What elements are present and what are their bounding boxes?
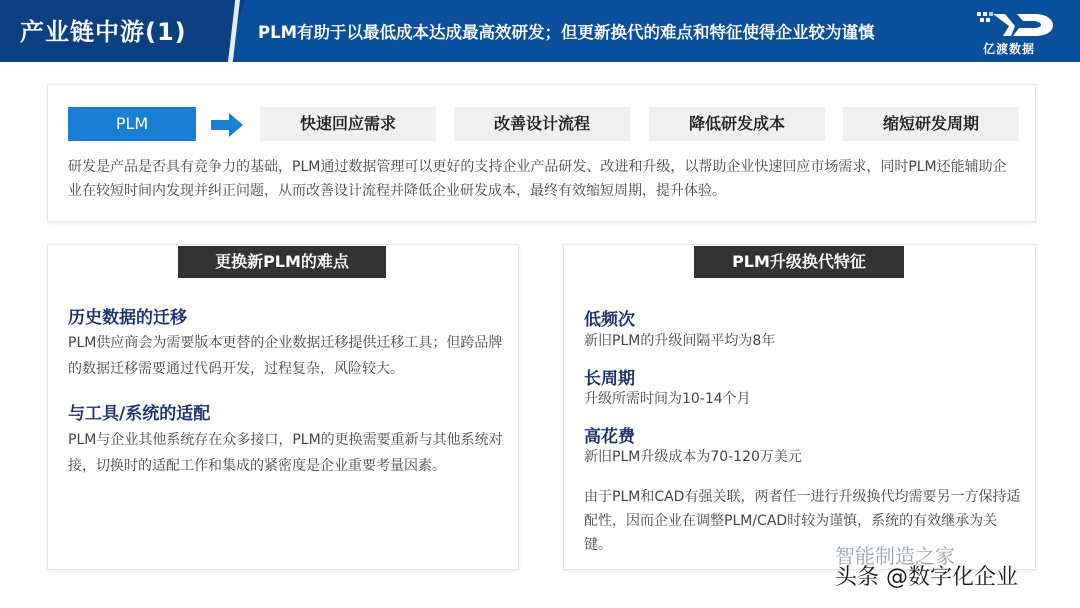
features-note: 由于PLM和CAD有强关联，两者任一进行升级换代均需要另一方保持适配性，因而企业在调整PLM/CAD时较为谨慎，系统的有效继承为关键。	[584, 489, 1021, 553]
overview-description: 研发是产品是否具有竞争力的基础，PLM通过数据管理可以更好的支持企业产品研发、改进和升级，以帮助企业快速回应市场需求，同时PLM还能辅助企业在较短时间内发现并纠正问题，从而改善设计流程并降低企业研发成本，最终有效缩短周期，提升体验。	[68, 159, 1007, 199]
section-title: 高花费	[584, 427, 635, 447]
page-title: 产业链中游(1)	[20, 18, 187, 46]
brand-logo	[975, 8, 1073, 58]
section-text: PLM供应商会为需要版本更替的企业数据迁移提供迁移工具；但跨品牌的数据迁移需要通过代码开发，过程复杂，风险较大。	[68, 335, 503, 377]
logo-mark-icon	[975, 8, 1073, 40]
section-text: 新旧PLM的升级间隔平均为8年	[584, 333, 776, 349]
arrow-right-icon	[211, 113, 243, 137]
section-title: 长周期	[584, 369, 635, 389]
watermark-text: 头条 @数字化企业	[835, 565, 1018, 590]
flow-start-badge: PLM	[68, 107, 196, 141]
flow-step: 改善设计流程	[454, 107, 630, 141]
watermark-brand: 智能制造之家	[835, 544, 955, 568]
section-text: PLM与企业其他系统存在众多接口，PLM的更换需要重新与其他系统对接，切换时的适配工作和集成的紧密度是企业重要考量因素。	[68, 432, 503, 474]
features-card-title: PLM升级换代特征	[694, 246, 904, 278]
section-title: 历史数据的迁移	[68, 308, 187, 328]
section-text: 升级所需时间为10-14个月	[584, 391, 751, 407]
section-title: 低频次	[584, 310, 635, 330]
header-bar	[0, 0, 1080, 62]
logo-text: 亿渡数据	[983, 42, 1036, 56]
flow-step: 缩短研发周期	[843, 107, 1019, 141]
difficulties-card-title: 更换新PLM的难点	[178, 246, 386, 278]
features-card	[563, 244, 1036, 570]
flow-step: 降低研发成本	[649, 107, 825, 141]
section-text: 新旧PLM升级成本为70-120万美元	[584, 449, 802, 465]
page-subtitle: PLM有助于以最低成本达成最高效研发；但更新换代的难点和特征使得企业较为谨慎	[258, 23, 875, 42]
difficulties-card	[47, 244, 519, 570]
section-title: 与工具/系统的适配	[68, 404, 211, 424]
overview-panel	[47, 84, 1036, 222]
flow-step: 快速回应需求	[260, 107, 436, 141]
